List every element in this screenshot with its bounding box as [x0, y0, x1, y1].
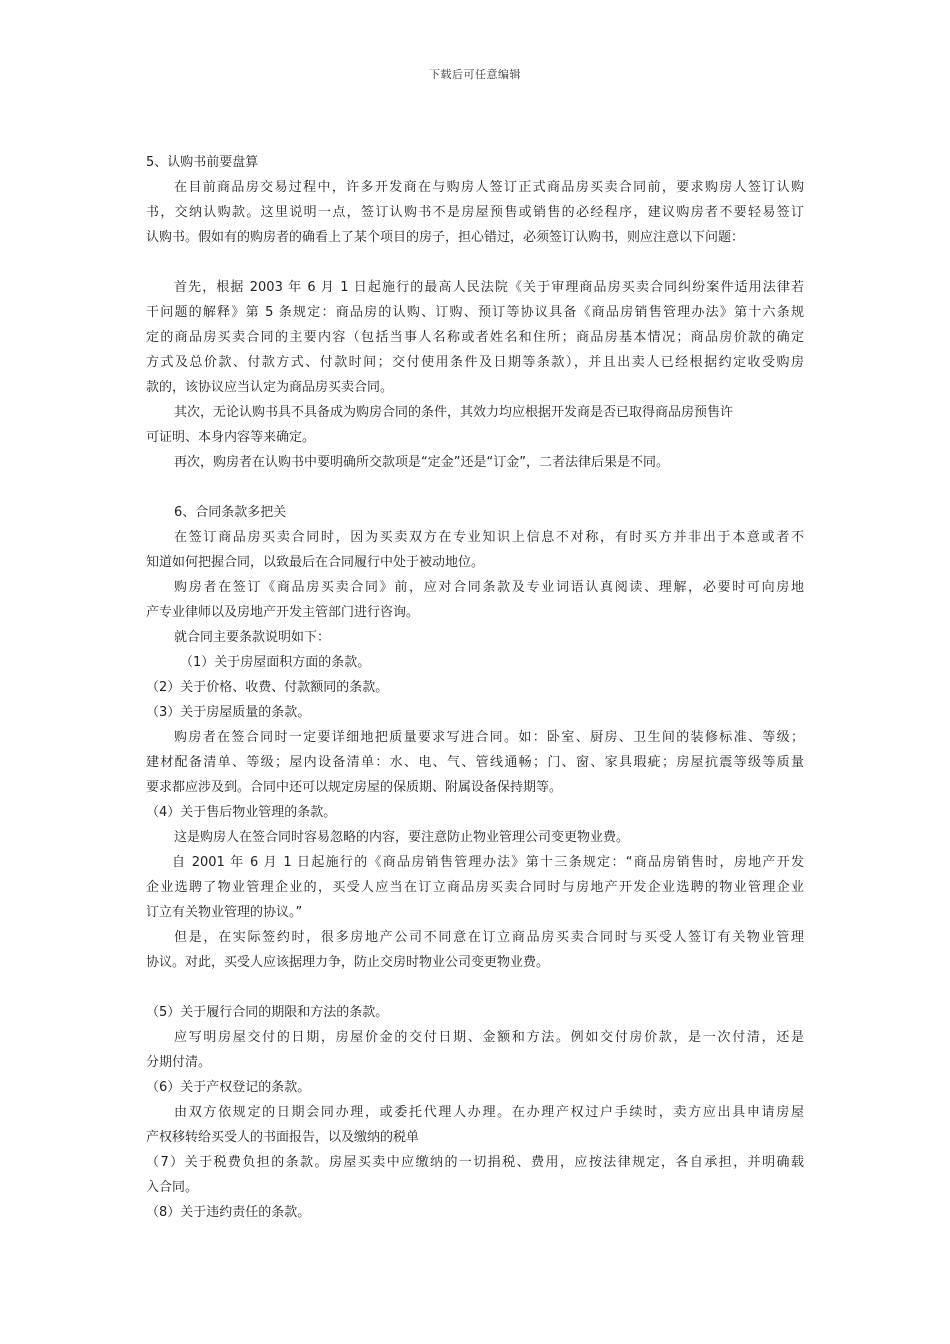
- section-heading: 5、认购书前要盘算: [146, 155, 259, 170]
- list-item: （4）关于售后物业管理的条款。: [146, 805, 337, 820]
- paragraph-line: 定的商品房买卖合同的主要内容（包括当事人名称或者姓名和住所；商品房基本情况；商品房价款的确定: [146, 330, 804, 345]
- paragraph-line: 购房者在签合同时一定要详细地把质量要求写进合同。如：卧室、厨房、卫生间的装修标准、等级；: [174, 730, 804, 745]
- paragraph-line: 在签订商品房买卖合同时，因为买卖双方在专业知识上信息不对称，有时买方并非出于本意或者不: [174, 530, 804, 545]
- section-heading: 6、合同条款多把关: [174, 505, 287, 520]
- paragraph-line: 知道如何把握合同，以致最后在合同履行中处于被动地位。: [146, 555, 485, 570]
- paragraph-line: 可证明、本身内容等来确定。: [146, 430, 316, 445]
- blank-line: [146, 250, 804, 275]
- blank-line: [146, 475, 804, 500]
- paragraph-line: 方式及总价款、付款方式、付款时间；交付使用条件及日期等条款），并且出卖人已经根据约定收受购房: [146, 355, 804, 370]
- document-body: [146, 150, 804, 1225]
- paragraph-line: 但是，在实际签约时，很多房地产公司不同意在订立商品房买卖合同时与买受人签订有关物业管理: [174, 930, 804, 945]
- paragraph-line: 在目前商品房交易过程中，许多开发商在与购房人签订正式商品房买卖合同前，要求购房人签订认购: [174, 180, 804, 195]
- paragraph-line: 其次，无论认购书具不具备成为购房合同的条件，其效力均应根据开发商是否已取得商品房预售许: [174, 405, 734, 420]
- paragraph-line: 购房者在签订《商品房买卖合同》前，应对合同条款及专业词语认真阅读、理解，必要时可向房地: [174, 580, 804, 595]
- list-item: （5）关于履行合同的期限和方法的条款。: [146, 1005, 389, 1020]
- paragraph-line: 协议。对此，买受人应该据理力争，防止交房时物业公司变更物业费。: [146, 955, 550, 970]
- paragraph-line: 认购书。假如有的购房者的确看上了某个项目的房子，担心错过，必须签订认购书，则应注意以下问题：: [146, 230, 745, 245]
- list-item: （3）关于房屋质量的条款。: [146, 705, 311, 720]
- paragraph-line: 这是购房人在签合同时容易忽略的内容，要注意防止物业管理公司变更物业费。: [174, 830, 630, 845]
- paragraph-line: 产权移转给买受人的书面报告，以及缴纳的税单: [146, 1130, 420, 1145]
- paragraph-line: 就合同主要条款说明如下：: [174, 630, 331, 645]
- paragraph-line: 款的，该协议应当认定为商品房买卖合同。: [146, 380, 394, 395]
- paragraph-line: 建材配备清单、等级；屋内设备清单：水、电、气、管线通畅；门、窗、家具瑕疵；房屋抗震等级等质量: [146, 755, 804, 770]
- list-item: （6）关于产权登记的条款。: [146, 1080, 311, 1095]
- paragraph-line: 应写明房屋交付的日期，房屋价金的交付日期、金额和方法。例如交付房价款，是一次付清，还是: [174, 1030, 804, 1045]
- paragraph-line: 由双方依规定的日期会同办理，或委托代理人办理。在办理产权过户手续时，卖方应出具申请房屋: [174, 1105, 804, 1120]
- list-item: （1）关于房屋面积方面的条款。: [180, 655, 371, 670]
- paragraph-line: 干问题的解释》第 5 条规定：商品房的认购、订购、预订等协议具备《商品房销售管理办法》第十六条规: [146, 305, 804, 320]
- paragraph-line: 首先，根据 2003 年 6 月 1 日起施行的最高人民法院《关于审理商品房买卖合同纠纷案件适用法律若: [174, 280, 804, 295]
- paragraph-line: 订立有关物业管理的协议。”: [146, 905, 303, 920]
- blank-line: [146, 975, 804, 1000]
- paragraph-line: 企业选聘了物业管理企业的，买受人应当在订立商品房买卖合同时与房地产开发企业选聘的物业管理企业: [146, 880, 804, 895]
- page-header: 下载后可任意编辑: [429, 68, 521, 81]
- paragraph-line: 书，交纳认购款。这里说明一点，签订认购书不是房屋预售或销售的必经程序，建议购房者不要轻易签订: [146, 205, 804, 220]
- list-item: （8）关于违约责任的条款。: [146, 1205, 311, 1220]
- paragraph-line: 要求都应涉及到。合同中还可以规定房屋的保质期、附属设备保持期等。: [146, 780, 563, 795]
- paragraph-line: 自 2001 年 6 月 1 日起施行的《商品房销售管理办法》第十三条规定：“商品房销售时，房地产开发: [172, 855, 804, 870]
- paragraph-line: 产专业律师以及房地产开发主管部门进行咨询。: [146, 605, 420, 620]
- list-item: （2）关于价格、收费、付款额同的条款。: [146, 680, 389, 695]
- paragraph-line: 入合同。: [146, 1180, 199, 1195]
- paragraph-line: 分期付清。: [146, 1055, 212, 1070]
- list-item: （7）关于税费负担的条款。房屋买卖中应缴纳的一切捐税、费用，应按法律规定，各自承担，并明确载: [146, 1155, 804, 1170]
- paragraph-line: 再次，购房者在认购书中要明确所交款项是“定金”还是“订金”，二者法律后果是不同。: [174, 455, 669, 470]
